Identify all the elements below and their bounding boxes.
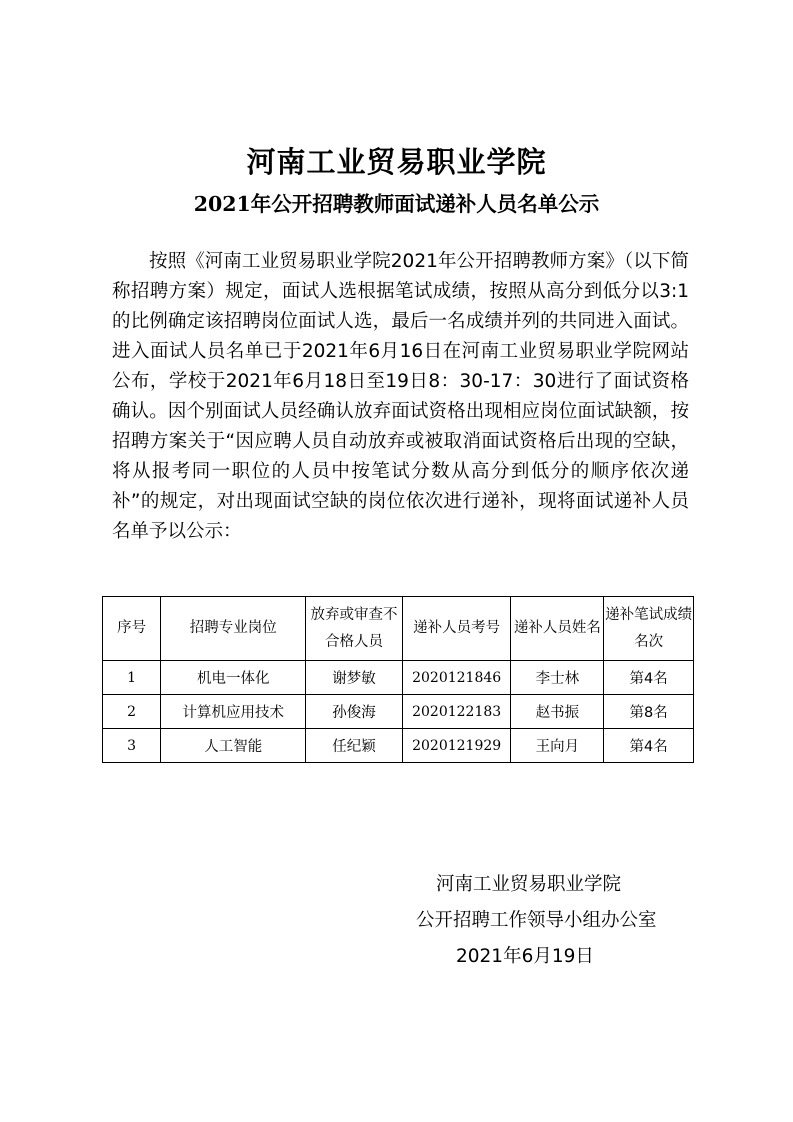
signature-office: 公开招聘工作领导小组办公室 [416,910,657,931]
cell-rank: 第4名 [604,729,694,763]
document-title: 河南工业贸易职业学院 [246,145,547,179]
cell-position: 计算机应用技术 [161,695,306,729]
supplement-list-table [102,596,694,763]
cell-exam-id: 2020121846 [402,661,511,695]
table-row [103,661,694,695]
cell-name: 李士林 [511,661,604,695]
header-position: 招聘专业岗位 [161,597,306,661]
cell-withdrawn: 孙俊海 [306,695,403,729]
cell-no: 2 [103,695,161,729]
cell-rank: 第8名 [604,695,694,729]
cell-no: 1 [103,661,161,695]
announcement-body: 按照《河南工业贸易职业学院2021年公开招聘教师方案》（以下简称招聘方案）规定，面试人选根据笔试成绩，按照从高分到低分以3:1的比例确定该招聘岗位面试人选，最后一名成绩并列的共同进入面试。进入面试人员名单已于2021年6月16日在河南工业贸易职业学院网站公布，学校于2021年6月18日至19日8：30-17：30进行了面试资格确认。因个别面试人员经确认放弃面试资格出现相应岗位面试缺额，按招聘方案关于“因应聘人员自动放弃或被取消面试资格后出现的空缺，将从报考同一职位的人员中按笔试分数从高分到低分的顺序依次递补”的规定，对出现面试空缺的岗位依次进行递补，现将面试递补人员名单予以公示： [112,251,689,542]
cell-position: 人工智能 [161,729,306,763]
cell-exam-id: 2020121929 [402,729,511,763]
cell-withdrawn: 任纪颖 [306,729,403,763]
cell-position: 机电一体化 [161,661,306,695]
cell-name: 赵书振 [511,695,604,729]
signature-org: 河南工业贸易职业学院 [436,874,622,895]
header-name: 递补人员姓名 [511,597,604,661]
cell-no: 3 [103,729,161,763]
document-subtitle: 2021年公开招聘教师面试递补人员名单公示 [193,192,600,216]
table-row [103,729,694,763]
cell-rank: 第4名 [604,661,694,695]
header-exam-id: 递补人员考号 [402,597,511,661]
cell-name: 王向月 [511,729,604,763]
cell-exam-id: 2020122183 [402,695,511,729]
header-no: 序号 [103,597,161,661]
header-rank: 递补笔试成绩名次 [604,597,694,661]
table-row [103,695,694,729]
signature-date: 2021年6月19日 [456,946,594,967]
table-header-row [103,597,694,661]
cell-withdrawn: 谢梦敏 [306,661,403,695]
header-withdrawn: 放弃或审查不合格人员 [306,597,403,661]
